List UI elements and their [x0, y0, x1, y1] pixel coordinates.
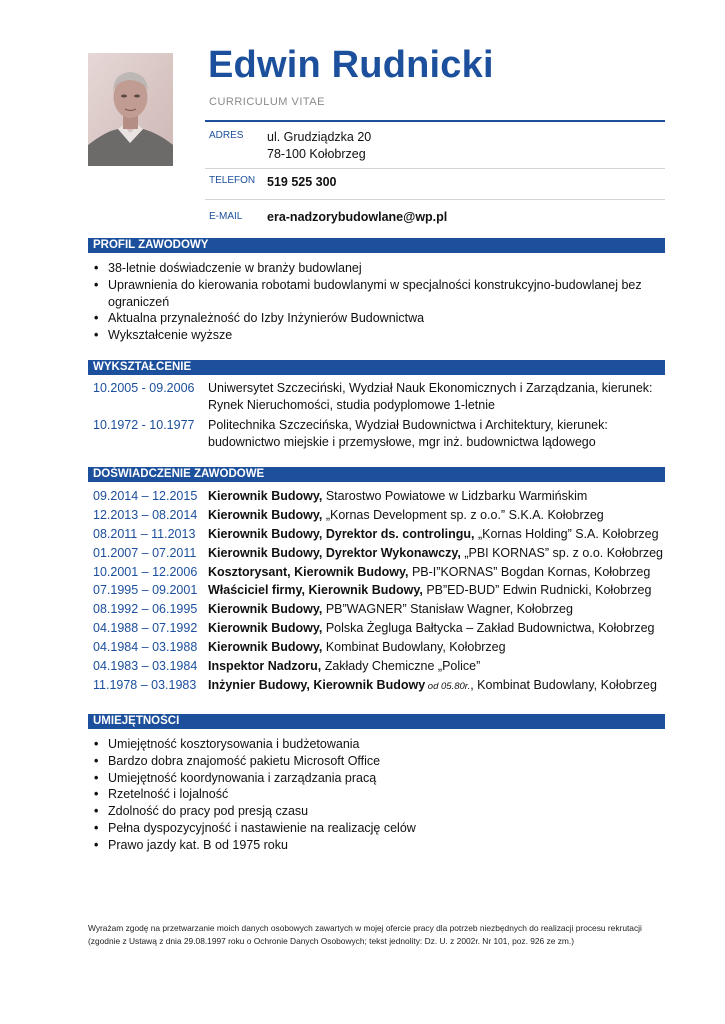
education-date: 10.1972 - 10.1977 [93, 418, 195, 432]
employer: Kombinat Budowlany, Kołobrzeg [322, 640, 506, 654]
portrait-image [88, 53, 173, 166]
contact-section [205, 120, 665, 232]
experience-entry [208, 488, 587, 506]
experience-date: 08.1992 – 06.1995 [93, 602, 198, 616]
job-title: Kosztorysant, Kierownik Budowy, [208, 565, 409, 579]
experience-date: 07.1995 – 09.2001 [93, 583, 198, 597]
list-item: • Bardzo dobra znajomość pakietu Microsoft Office [94, 753, 664, 770]
phone-label: TELEFON [209, 175, 256, 186]
email-label: E-MAIL [209, 211, 243, 222]
address-label: ADRES [209, 130, 244, 141]
experience-date: 10.2001 – 12.2006 [93, 565, 198, 579]
address-line: 78-100 Kołobrzeg [267, 147, 366, 161]
contact-phone-row [205, 169, 665, 200]
employer: „Kornas Development sp. z o.o.” S.K.A. Kołobrzeg [322, 508, 604, 522]
experience-entry [208, 526, 659, 544]
profile-photo [88, 53, 173, 166]
list-item: • Zdolność do pracy pod presją czasu [94, 803, 664, 820]
section-header-profile: PROFIL ZAWODOWY [88, 238, 665, 253]
person-name: Edwin Rudnicki [208, 44, 494, 86]
experience-entry [208, 507, 604, 525]
experience-entry [208, 545, 663, 563]
data-consent-clause: Wyrażam zgodę na przetwarzanie moich danych osobowych zawartych w mojej ofercie pracy dla potrzeb niezbędnych do realizacji procesu rekrutacji (zgodnie z Ustawą z dnia 29.08.1997 roku o Ochronie Danych Osobowych; tekst jednolity: Dz. U. z 2002r. Nr 101, poz. 926 ze zm.) [88, 923, 642, 946]
employer: , Kombinat Budowlany, Kołobrzeg [470, 678, 657, 692]
education-entry: Uniwersytet Szczeciński, Wydział Nauk Ekonomicznych i Zarządzania, kierunek: Rynek Nieruchomości, studia podyplomowe 1-letnie [208, 381, 653, 412]
list-item: • Aktualna przynależność do Izby Inżynierów Budownictwa [94, 310, 664, 327]
employer: PB”WAGNER” Stanisław Wagner, Kołobrzeg [322, 602, 573, 616]
list-item: • Rzetelność i lojalność [94, 786, 664, 803]
job-note: od 05.80r. [425, 681, 471, 692]
section-header-education: WYKSZTAŁCENIE [88, 360, 665, 375]
address-value [267, 129, 371, 163]
email-value: era-nadzorybudowlane@wp.pl [267, 210, 448, 224]
employer: Zakłady Chemiczne „Police” [321, 659, 481, 673]
experience-date: 04.1988 – 07.1992 [93, 621, 198, 635]
experience-date: 12.2013 – 08.2014 [93, 508, 198, 522]
experience-date: 01.2007 – 07.2011 [93, 546, 197, 560]
job-title: Kierownik Budowy, Dyrektor Wykonawczy, [208, 546, 461, 560]
experience-entry [208, 639, 506, 657]
skills-list [94, 736, 664, 854]
list-item: • Wykształcenie wyższe [94, 327, 664, 344]
job-title: Kierownik Budowy, [208, 508, 323, 522]
experience-entry [208, 677, 657, 695]
job-title: Kierownik Budowy, Dyrektor ds. controlingu, [208, 527, 475, 541]
list-item: • Umiejętność koordynowania i zarządzania pracą [94, 770, 664, 787]
job-title: Inspektor Nadzoru, [208, 659, 322, 673]
employer: „PBI KORNAS” sp. z o.o. Kołobrzeg [460, 546, 664, 560]
education-date: 10.2005 - 09.2006 [93, 381, 195, 395]
list-item: • Umiejętność kosztorysowania i budżetowania [94, 736, 664, 753]
experience-entry [208, 620, 655, 638]
section-header-skills: UMIEJĘTNOŚCI [88, 714, 665, 729]
employer: Polska Żegluga Bałtycka – Zakład Budownictwa, Kołobrzeg [322, 621, 655, 635]
experience-entry [208, 564, 650, 582]
experience-date: 11.1978 – 03.1983 [93, 678, 197, 692]
experience-date: 04.1984 – 03.1988 [93, 640, 198, 654]
experience-date: 04.1983 – 03.1984 [93, 659, 198, 673]
employer: Starostwo Powiatowe w Lidzbarku Warmińskim [322, 489, 588, 503]
contact-email-row [205, 200, 665, 232]
employer: PB-I”KORNAS” Bogdan Kornas, Kołobrzeg [408, 565, 651, 579]
list-item: • Pełna dyspozycyjność i nastawienie na realizację celów [94, 820, 664, 837]
experience-entry [208, 582, 651, 600]
experience-entry [208, 601, 573, 619]
job-title: Kierownik Budowy, [208, 602, 323, 616]
list-item: • Prawo jazdy kat. B od 1975 roku [94, 837, 664, 854]
job-title: Kierownik Budowy, [208, 621, 323, 635]
list-item: • 38-letnie doświadczenie w branży budowlanej [94, 260, 664, 277]
list-item: • Uprawnienia do kierowania robotami budowlanymi w specjalności konstrukcyjno-budowlanej bez ograniczeń [94, 277, 664, 311]
experience-entry [208, 658, 480, 676]
job-title: Kierownik Budowy, [208, 640, 323, 654]
job-title: Właściciel firmy, Kierownik Budowy, [208, 583, 423, 597]
job-title: Kierownik Budowy, [208, 489, 323, 503]
address-line: ul. Grudziądzka 20 [267, 130, 372, 144]
job-title: Inżynier Budowy, Kierownik Budowy [208, 678, 426, 692]
section-header-experience: DOŚWIADCZENIE ZAWODOWE [88, 467, 665, 482]
document-subtitle: CURRICULUM VITAE [209, 96, 325, 108]
phone-value: 519 525 300 [267, 175, 337, 189]
experience-date: 09.2014 – 12.2015 [93, 489, 198, 503]
education-entry: Politechnika Szczecińska, Wydział Budownictwa i Architektury, kierunek: budownictwo miejskie i przemysłowe, mgr inż. budownictwa lądowego [208, 418, 608, 449]
employer: „Kornas Holding” S.A. Kołobrzeg [474, 527, 659, 541]
profile-list [94, 260, 664, 344]
experience-date: 08.2011 – 11.2013 [93, 527, 196, 541]
contact-address-row [205, 122, 665, 169]
employer: PB”ED-BUD” Edwin Rudnicki, Kołobrzeg [422, 583, 652, 597]
